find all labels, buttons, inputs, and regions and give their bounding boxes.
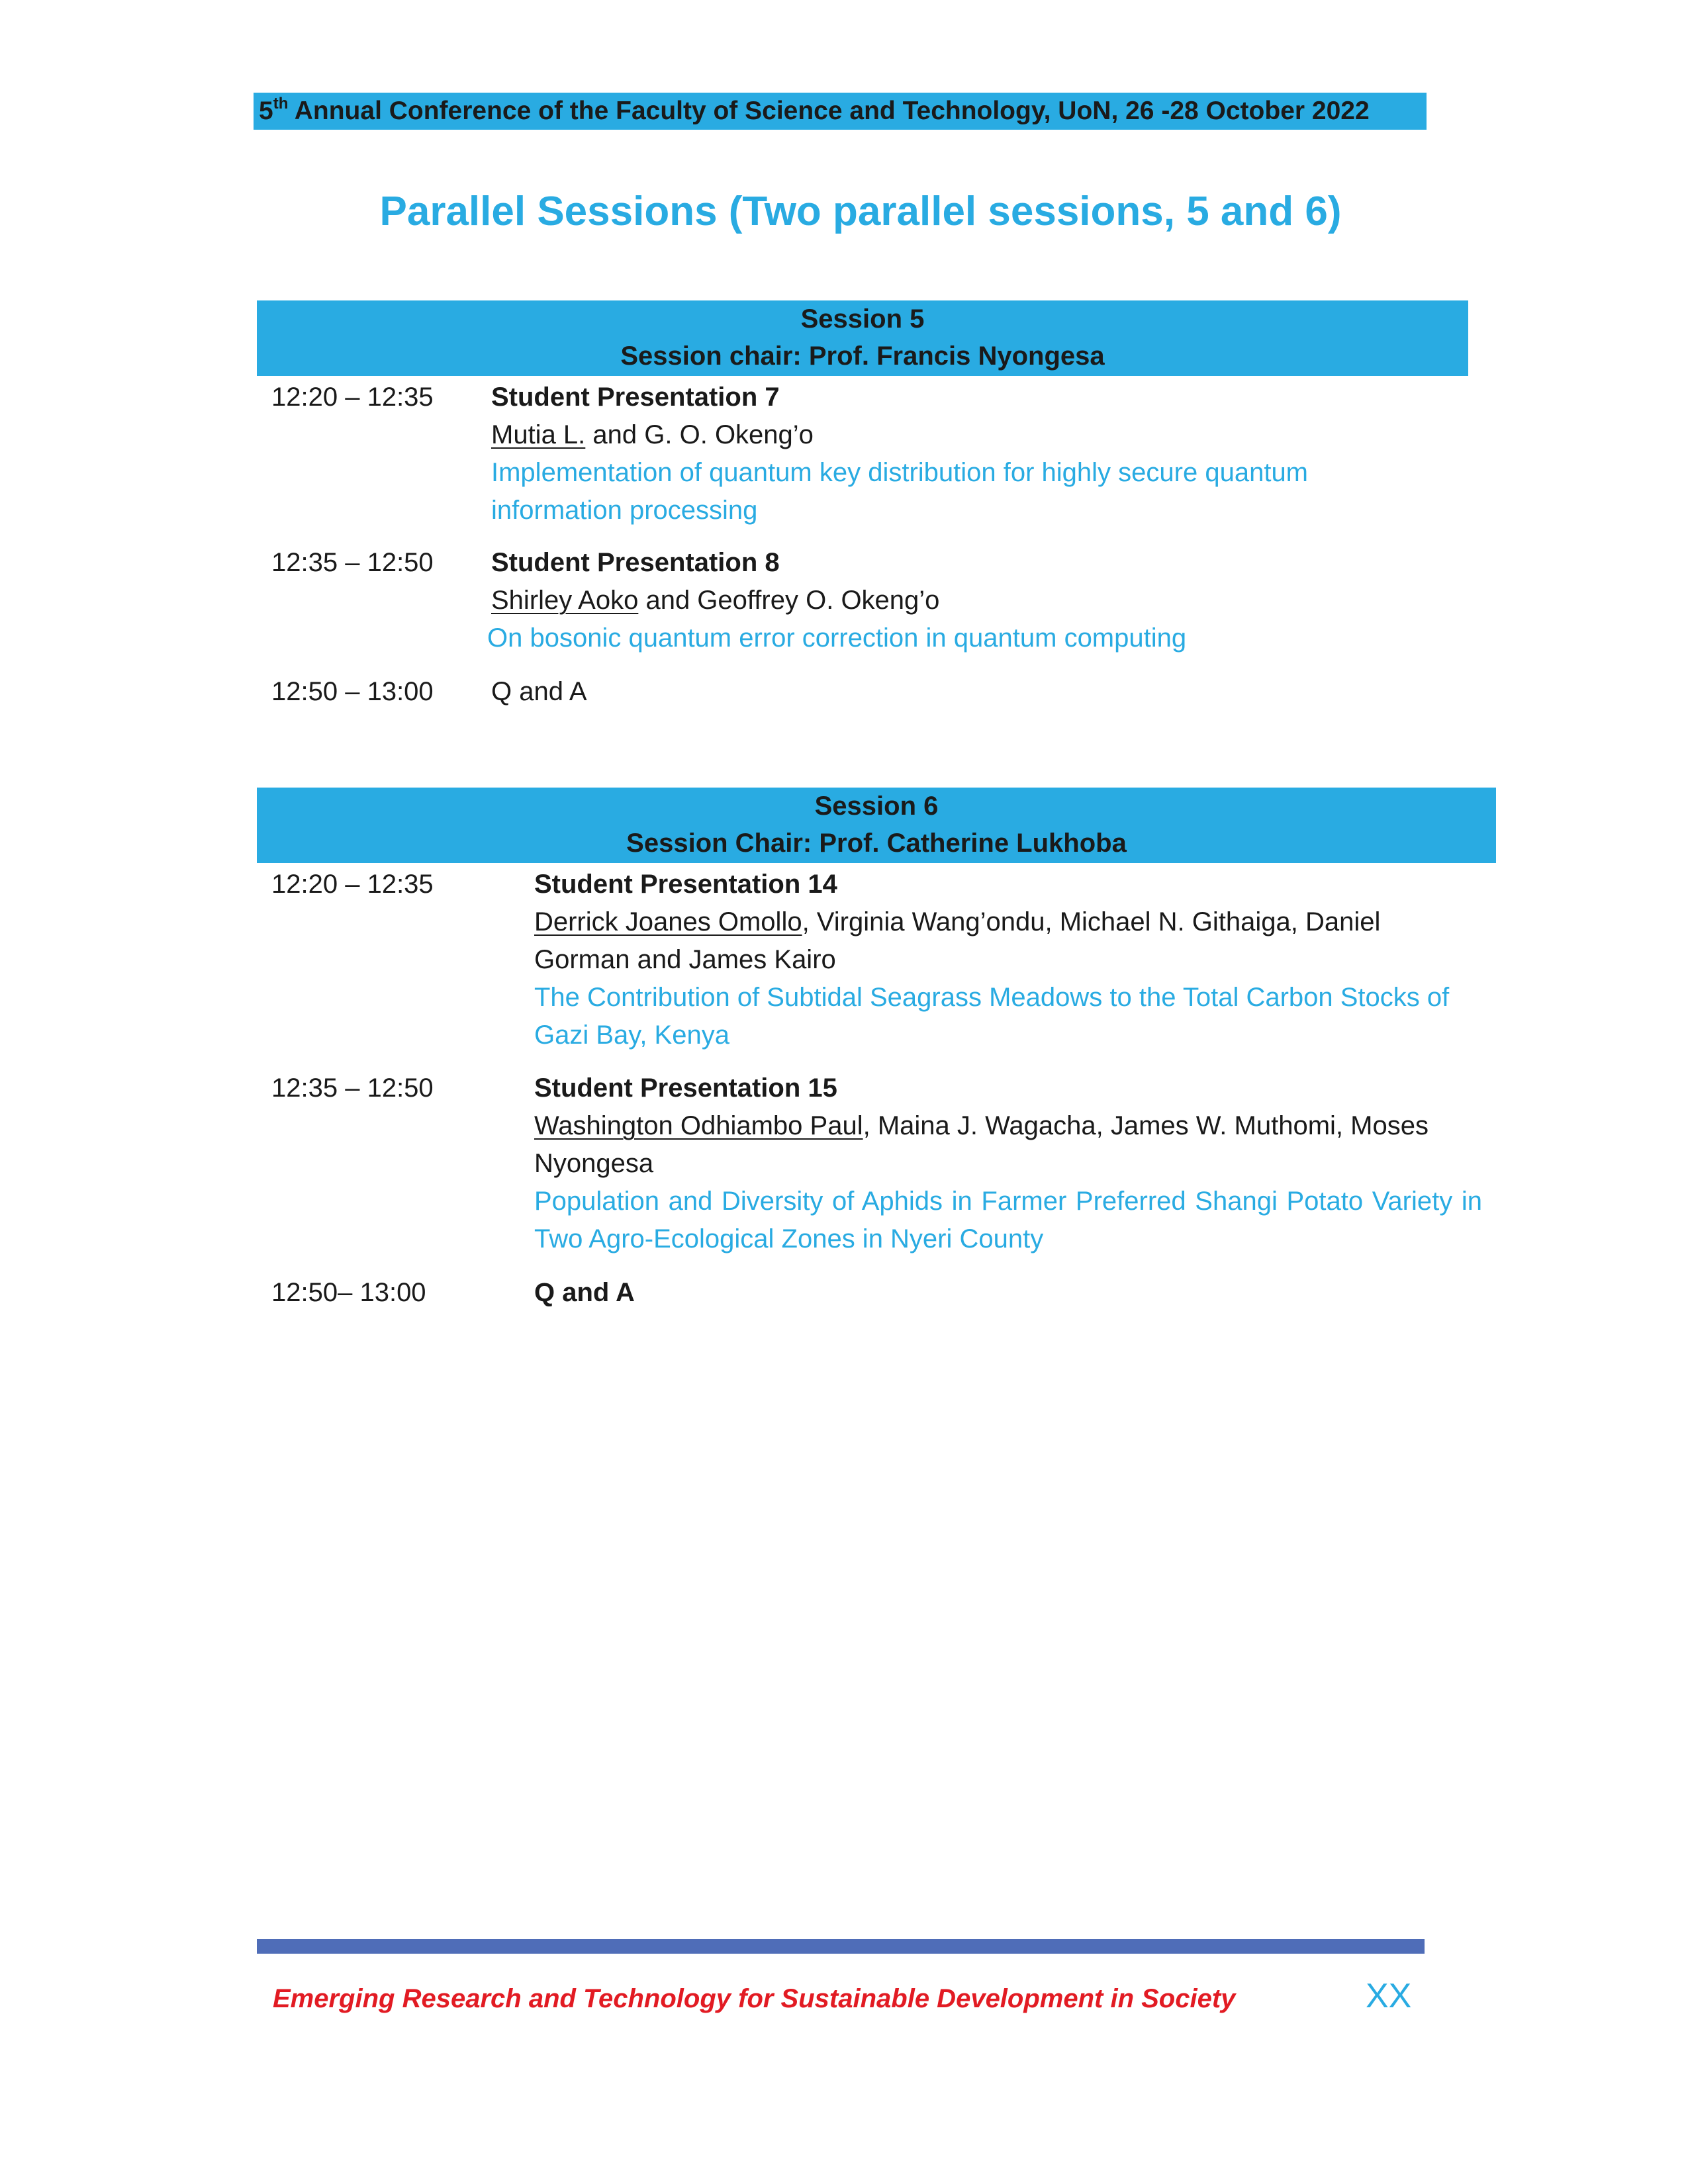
session-6-chair: Session Chair: Prof. Catherine Lukhoba xyxy=(626,829,1127,858)
presentation-label: Student Presentation 8 xyxy=(491,548,780,577)
page-title: Parallel Sessions (Two parallel sessions, 5 and 6) xyxy=(379,189,1342,234)
presentation-label: Student Presentation 15 xyxy=(534,1073,837,1103)
item-content xyxy=(491,673,1431,711)
co-authors: and G. O. Okeng’o xyxy=(585,420,814,449)
lead-author: Shirley Aoko xyxy=(491,586,639,615)
item-content xyxy=(491,379,1431,529)
footer-rule xyxy=(257,1939,1425,1954)
page-number: XX xyxy=(1366,1977,1412,2015)
paper-title: The Contribution of Subtidal Seagrass Meadows to the Total Carbon Stocks of Gazi Bay, Kenya xyxy=(534,983,1450,1050)
lead-author: Washington Odhiambo Paul xyxy=(534,1111,863,1140)
session-6-header xyxy=(257,788,1496,863)
paper-title: On bosonic quantum error correction in quantum computing xyxy=(487,623,1187,653)
presentation-label: Q and A xyxy=(491,677,587,706)
conference-number: 5 xyxy=(259,97,273,125)
item-time: 12:50 – 13:00 xyxy=(271,677,434,706)
paper-title: Implementation of quantum key distribution for highly secure quantum information processing xyxy=(491,458,1309,525)
session-5-title: Session 5 xyxy=(800,304,925,334)
conference-ordinal-suffix: th xyxy=(273,95,289,113)
presentation-label: Q and A xyxy=(534,1278,635,1307)
authors xyxy=(491,582,1431,619)
paper-title: Population and Diversity of Aphids in Farmer Preferred Shangi Potato Variety in Two Agro-Ecological Zones in Nyeri County xyxy=(534,1187,1482,1253)
session-6-title: Session 6 xyxy=(814,792,939,821)
item-time: 12:35 – 12:50 xyxy=(271,1073,434,1103)
session-5-chair: Session chair: Prof. Francis Nyongesa xyxy=(620,341,1105,371)
item-content xyxy=(534,1069,1482,1258)
item-time: 12:20 – 12:35 xyxy=(271,383,434,412)
conference-header-text: Annual Conference of the Faculty of Science and Technology, UoN, 26 -28 October 2022 xyxy=(288,97,1370,125)
item-time: 12:35 – 12:50 xyxy=(271,548,434,577)
session-5-header xyxy=(257,300,1468,376)
footer-theme: Emerging Research and Technology for Sustainable Development in Society xyxy=(273,1984,1236,2013)
item-content xyxy=(534,1274,1482,1312)
item-content xyxy=(487,544,1431,657)
lead-author: Mutia L. xyxy=(491,420,586,449)
co-authors: and Geoffrey O. Okeng’o xyxy=(638,586,940,615)
item-content xyxy=(534,866,1482,1054)
authors xyxy=(491,416,1431,454)
conference-header xyxy=(254,93,1427,130)
presentation-label: Student Presentation 14 xyxy=(534,870,837,899)
item-time: 12:20 – 12:35 xyxy=(271,870,434,899)
authors xyxy=(534,903,1482,979)
presentation-label: Student Presentation 7 xyxy=(491,383,780,412)
co-authors: , Maina J. Wagacha, James W. Muthomi, Moses Nyongesa xyxy=(534,1111,1429,1178)
lead-author: Derrick Joanes Omollo xyxy=(534,907,802,936)
authors xyxy=(534,1107,1482,1183)
co-authors: , Virginia Wang’ondu, Michael N. Githaiga, Daniel Gorman and James Kairo xyxy=(534,907,1381,974)
item-time: 12:50– 13:00 xyxy=(271,1278,426,1307)
